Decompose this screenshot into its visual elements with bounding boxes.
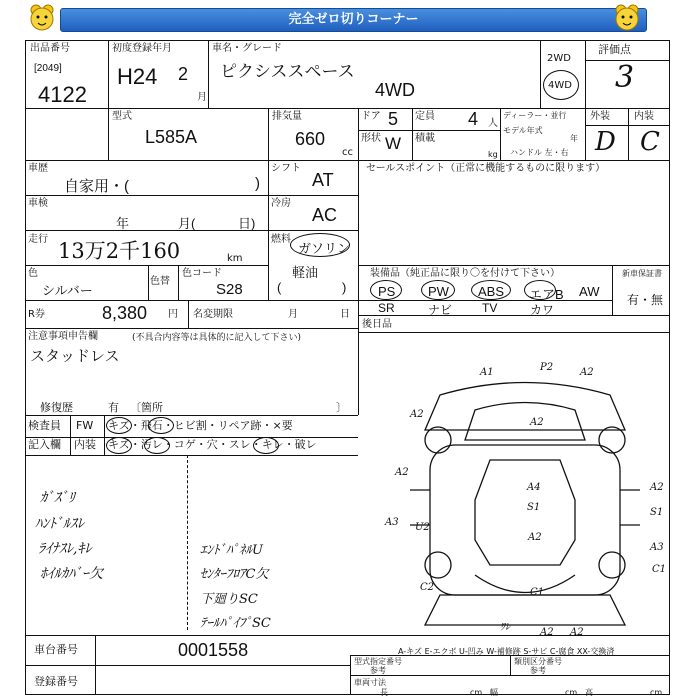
category-note: 参考	[530, 666, 546, 675]
first-reg-month: 2	[178, 64, 189, 84]
capacity-unit: 人	[488, 118, 498, 129]
new-warranty-label: 新車保証書	[622, 269, 662, 278]
mascot-left-icon	[27, 3, 57, 33]
inspector-int-items: キズ・汚レ・コゲ・穴・スレ・キレ・破レ	[108, 438, 317, 451]
note-1: ｶﾞｽﾞﾘ	[40, 490, 75, 506]
fuel-circle	[290, 233, 350, 257]
dim-length-unit: cm	[470, 688, 483, 697]
exterior-label: 外装	[590, 111, 610, 122]
drive-top: 2WD	[547, 53, 571, 64]
repair-value: 有	[108, 401, 119, 414]
displacement-label: 排気量	[272, 111, 302, 122]
name-change-month: 月	[288, 309, 298, 320]
dealer-year-unit: 年	[570, 134, 578, 143]
recycle-value: 8,380	[102, 303, 148, 323]
car-damage-diagram	[380, 360, 670, 650]
equip-navi: ナビ	[428, 303, 453, 317]
note-2: ﾊﾝﾄﾞﾙｽﾚ	[35, 516, 84, 532]
note-8: ﾃｰﾙﾊﾟｲﾌﾟSC	[200, 616, 271, 631]
color-label: 色	[28, 268, 38, 279]
sales-point-label: セールスポイント（正常に機能するものに限ります）	[366, 163, 606, 174]
mark-a3: A3	[385, 517, 399, 528]
model-value: L585A	[145, 127, 198, 147]
dim-height: 高	[585, 688, 593, 697]
notes-value: スタッドレス	[30, 348, 120, 365]
mark-a2-left: A2	[410, 409, 424, 420]
shift-label: シフト	[271, 163, 301, 174]
equip-tv: TV	[482, 301, 498, 315]
color-code: S28	[216, 281, 243, 298]
dim-height-unit: cm	[650, 688, 663, 697]
history-value: 自家用・(	[64, 178, 129, 195]
equip-ps-circle	[370, 280, 402, 300]
lot-number: 4122	[38, 82, 87, 107]
displacement-value: 660	[295, 129, 326, 149]
fuel-paren-close: )	[342, 280, 347, 295]
mark-a2-b2: A2	[570, 627, 584, 638]
equip-airbag-circle	[524, 280, 556, 300]
equipment-label: 装備品（純正品に限り〇を付けて下さい）	[370, 268, 560, 279]
dim-length: 長	[380, 688, 388, 697]
repair-close: 〕	[336, 401, 347, 414]
equip-leather: カワ	[530, 303, 555, 317]
lot-label: 出品番号	[30, 43, 70, 54]
color-change-label: 色替	[150, 276, 170, 287]
mascot-right-icon	[612, 3, 642, 33]
first-reg-label: 初度登録年月	[112, 43, 172, 54]
equip-aw: AW	[579, 284, 600, 299]
shape-label: 形状	[361, 133, 381, 144]
mark-c1: C1	[530, 587, 545, 598]
color-code-label: 色コード	[182, 268, 222, 279]
mark-a2-b1: A2	[540, 627, 554, 638]
equip-pw-circle	[421, 280, 455, 300]
inspection-label: 車検	[28, 198, 48, 209]
legend: A-キズ E-エクボ U-凹み W-補修跡 S-サビ C-腐食 XX-交換済	[398, 647, 615, 656]
mark-a2-center: A2	[530, 417, 544, 428]
equip-pw: PW	[428, 284, 449, 299]
recycle-unit: 円	[168, 309, 178, 320]
mark-circle	[106, 417, 132, 434]
exterior-value: D	[595, 127, 616, 157]
after-seat-label: 後日品	[362, 319, 392, 330]
doors-label: ドア	[361, 111, 381, 122]
equip-sr: SR	[378, 301, 395, 315]
car-label: 車名・グレード	[212, 43, 282, 54]
mark-a2-top: A2	[580, 367, 594, 378]
inspector-fw-items: キズ・飛石・ヒビ割・リペア跡・×要	[108, 419, 293, 432]
equip-airbag: エアB	[529, 287, 564, 302]
mark-u2: U2	[415, 522, 430, 533]
car-name: ピクシススペース	[220, 62, 355, 81]
note-7: 下廻りSC	[200, 592, 258, 607]
equip-abs-circle	[471, 280, 511, 300]
color-value: シルバー	[42, 283, 93, 298]
mark-s1-right: S1	[650, 507, 664, 518]
note-5: ｴﾝﾄﾞﾊﾟﾈﾙU	[200, 543, 263, 558]
mark-circle	[148, 417, 174, 434]
mark-circle	[144, 437, 170, 454]
doors-value: 5	[388, 109, 399, 129]
name-change-label: 名変期限	[193, 309, 233, 320]
mark-a2-right: A2	[650, 482, 664, 493]
dimension-label: 車両寸法	[354, 678, 386, 687]
mark-circle	[106, 437, 132, 454]
dim-width-unit: cm	[565, 688, 578, 697]
interior-value: C	[640, 127, 660, 157]
first-reg-month-unit: 月	[197, 92, 207, 103]
mark-ware: ﾜﾚ	[500, 622, 510, 633]
ac-value: AC	[312, 205, 338, 225]
mark-s1: S1	[527, 502, 541, 513]
mileage-value: 13万2千160	[58, 239, 181, 263]
mark-a3-right: A3	[650, 542, 664, 553]
inspection-year: 年	[116, 216, 130, 231]
fuel-label: 燃料	[271, 234, 291, 245]
displacement-unit: cc	[342, 147, 353, 158]
dealer-label: ディーラー・並行	[503, 111, 567, 120]
grade-value: 3	[615, 60, 635, 95]
shift-value: AT	[312, 170, 334, 190]
inspector-int-label: 内装	[74, 438, 96, 451]
inspector-label-1: 検査員	[28, 419, 61, 432]
drive-circled: 4WD	[548, 80, 572, 91]
fuel-diesel: 軽油	[292, 265, 319, 280]
ac-label: 冷房	[271, 198, 291, 209]
mark-c2: C2	[420, 582, 435, 593]
chassis-label: 車台番号	[34, 643, 78, 656]
mark-a2-rear: A2	[528, 532, 542, 543]
shape-value: W	[385, 134, 402, 153]
equip-abs: ABS	[478, 284, 505, 299]
chassis-value: 0001558	[178, 640, 249, 660]
car-drive: 4WD	[375, 80, 415, 100]
mark-a2-side: A2	[395, 467, 409, 478]
mark-circle	[253, 437, 279, 454]
mark-c1-right: C1	[652, 564, 667, 575]
certified-label: 型式指定番号	[354, 657, 402, 666]
capacity-value: 4	[468, 109, 479, 129]
category-label: 類別区分番号	[514, 657, 562, 666]
note-6: ｾﾝﾀｰﾌﾛｱC欠	[200, 567, 269, 582]
certified-note: 参考	[370, 666, 386, 675]
note-4: ﾎｲﾙｶﾊﾞｰ欠	[40, 566, 103, 582]
load-label: 積載	[415, 133, 435, 144]
inspection-day: 日)	[238, 216, 256, 231]
page-title: 完全ゼロ切りコーナー	[60, 8, 647, 32]
mileage-unit: km	[227, 253, 243, 264]
new-warranty-value: 有・無	[627, 293, 664, 307]
inspection-month: 月(	[178, 216, 196, 231]
fuel-gasoline: ガソリン	[298, 241, 351, 256]
inspector-fw-label: FW	[76, 419, 94, 432]
fuel-paren: (	[277, 280, 282, 295]
notes-label: 注意事項申告欄	[28, 331, 98, 342]
interior-label: 内装	[634, 111, 654, 122]
registration-label: 登録番号	[34, 675, 78, 688]
repair-place: 〔箇所	[130, 401, 163, 414]
load-unit: kg	[488, 150, 498, 159]
dealer-model-year: モデル年式	[503, 126, 543, 135]
name-change-day: 日	[340, 309, 350, 320]
lot-code: [2049]	[34, 63, 62, 74]
capacity-label: 定員	[415, 111, 435, 122]
history-close: )	[255, 175, 260, 192]
inspector-label-2: 記入欄	[28, 438, 61, 451]
grade-label: 評価点	[598, 43, 631, 56]
dealer-handle: ハンドル 左・右	[510, 148, 569, 157]
mark-a1: A1	[480, 367, 494, 378]
notes-sub: (不具合内容等は具体的に記入して下さい)	[132, 333, 302, 343]
note-3: ﾗｲﾅｽﾚ,ｷﾚ	[38, 541, 92, 557]
dim-width: 幅	[490, 688, 498, 697]
mileage-label: 走行	[28, 234, 48, 245]
model-label: 型式	[112, 111, 132, 122]
history-label: 車歴	[28, 163, 48, 174]
mark-p2: P2	[540, 362, 554, 373]
first-reg-year: H24	[117, 64, 158, 89]
repair-label: 修復歴	[40, 401, 73, 414]
mark-a4: A4	[527, 482, 541, 493]
equip-ps: PS	[378, 284, 396, 299]
recycle-label: R券	[28, 309, 45, 320]
